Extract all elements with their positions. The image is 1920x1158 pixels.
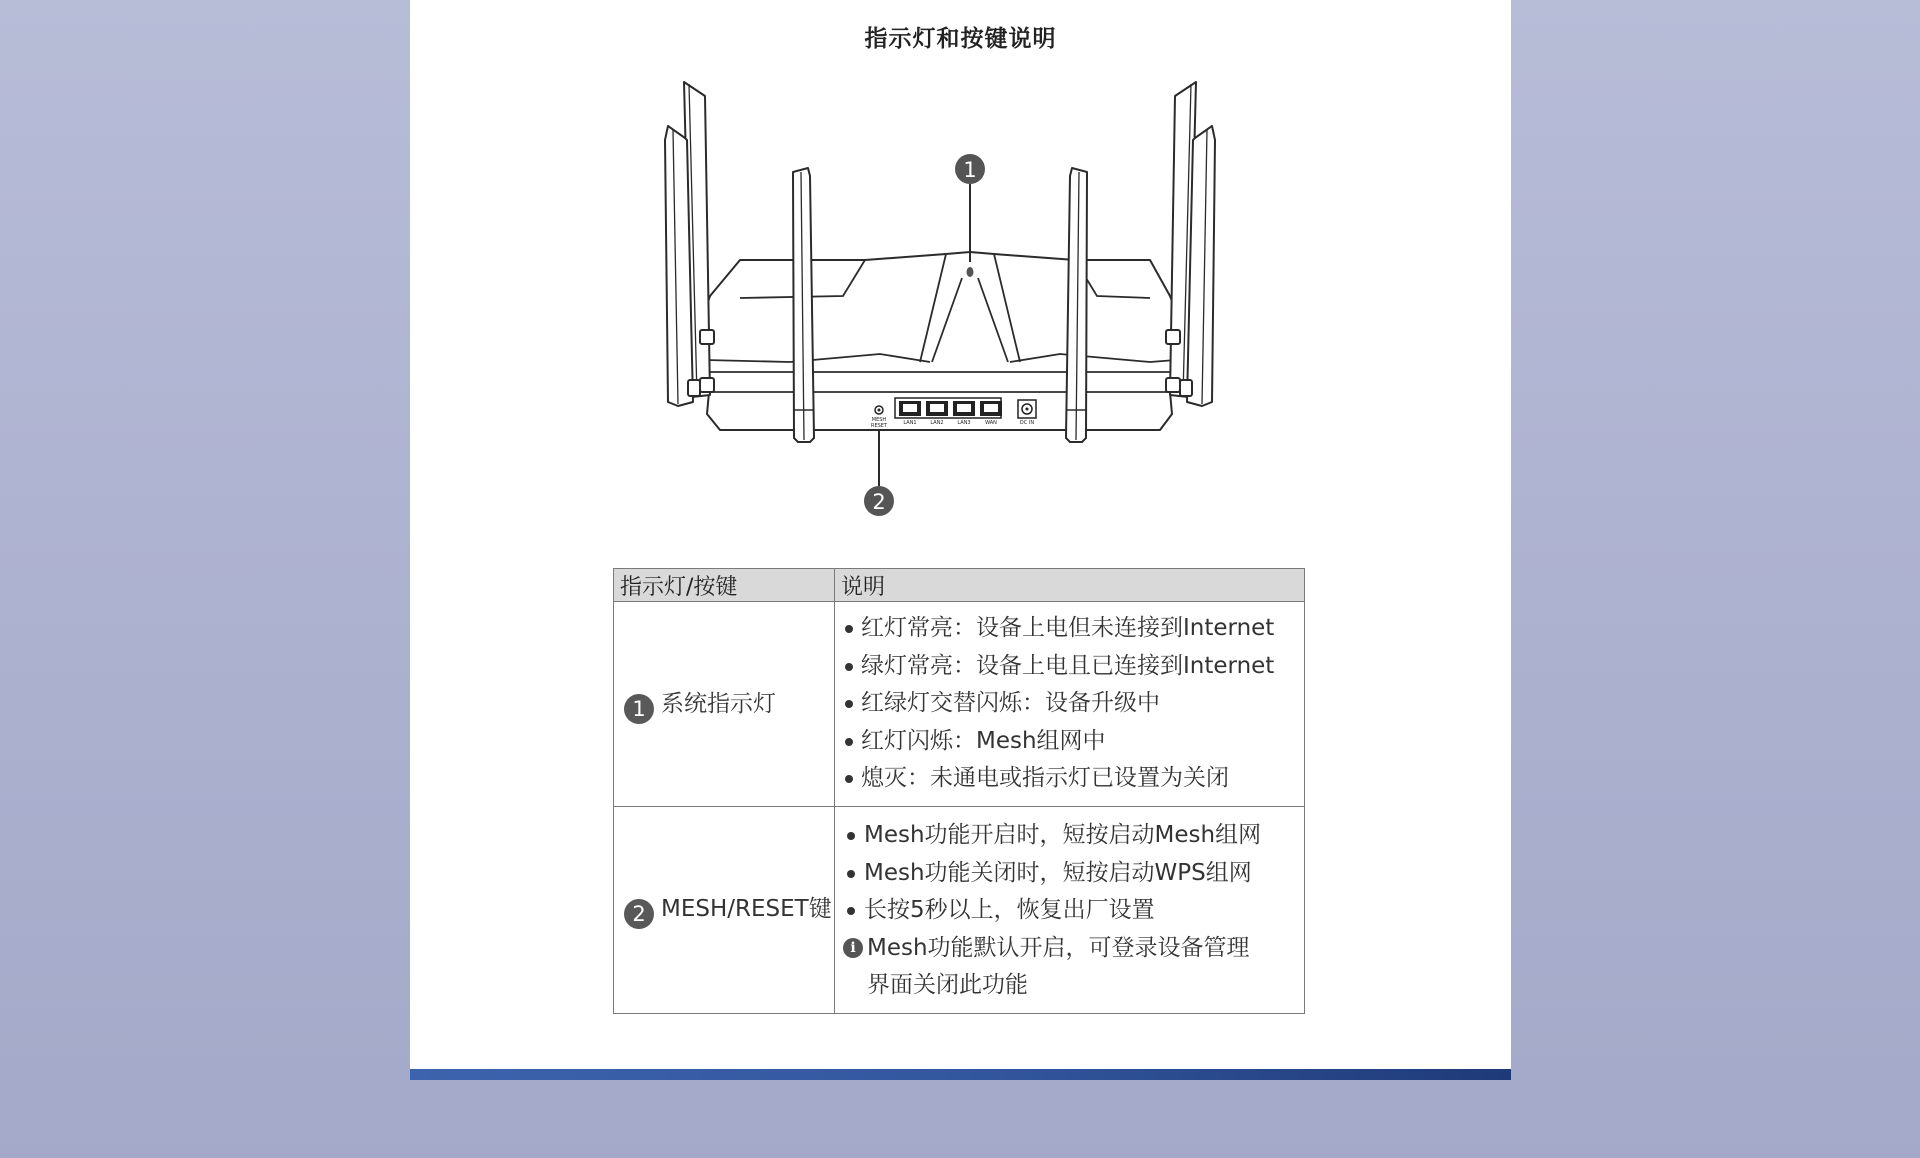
system-led	[967, 267, 974, 277]
header-description: 说明	[835, 569, 1305, 602]
list-item: Mesh功能关闭时，短按启动WPS组网	[843, 855, 1304, 893]
bullet-icon	[847, 832, 855, 840]
router-diagram	[410, 0, 1511, 530]
svg-text:DC IN: DC IN	[1019, 420, 1035, 426]
antenna-center-left	[793, 168, 814, 442]
row-name: MESH/RESET键	[661, 896, 832, 923]
antenna-center-right	[1066, 168, 1087, 442]
list-item: Mesh功能开启时，短按启动Mesh组网	[843, 817, 1304, 855]
bullet-icon	[845, 663, 853, 671]
table-header-row	[614, 569, 1305, 602]
bullet-icon	[847, 907, 855, 915]
svg-text:LAN1: LAN1	[903, 420, 917, 426]
list-item: 绿灯常亮：设备上电且已连接到Internet	[843, 648, 1304, 686]
bullet-icon	[847, 870, 855, 878]
bullet-icon	[845, 700, 853, 708]
svg-text:MESH: MESH	[871, 417, 887, 423]
row-name: 系统指示灯	[661, 690, 776, 717]
table-row	[614, 602, 1305, 807]
bullet-icon	[845, 625, 853, 633]
list-item: 红灯闪烁：Mesh组网中	[843, 723, 1304, 761]
ethernet-ports	[895, 398, 1002, 418]
bullet-icon	[845, 738, 853, 746]
list-item: 红绿灯交替闪烁：设备升级中	[843, 685, 1304, 723]
dc-power-port	[1018, 400, 1036, 418]
page-title: 指示灯和按键说明	[864, 26, 1057, 52]
number-badge: 2	[624, 899, 654, 929]
bullet-icon	[845, 775, 853, 783]
row-label-mesh-reset	[614, 807, 835, 1014]
table-row	[614, 807, 1305, 1014]
row-description	[835, 602, 1305, 807]
list-item: 熄灭：未通电或指示灯已设置为关闭	[843, 760, 1304, 798]
row-description	[835, 807, 1305, 1014]
manual-page	[410, 0, 1511, 1069]
svg-text:1: 1	[963, 158, 977, 182]
number-badge: 1	[624, 694, 654, 724]
svg-text:LAN3: LAN3	[957, 420, 971, 426]
list-item: 长按5秒以上，恢复出厂设置	[843, 892, 1304, 930]
svg-text:WAN: WAN	[985, 420, 997, 426]
footer-bar	[410, 1069, 1511, 1080]
list-item: 红灯常亮：设备上电但未连接到Internet	[843, 610, 1304, 648]
header-indicator: 指示灯/按键	[614, 569, 835, 602]
note: i Mesh功能默认开启，可登录设备管理 界面关闭此功能	[843, 930, 1304, 1005]
svg-text:LAN2: LAN2	[930, 420, 944, 426]
info-icon: i	[843, 938, 863, 958]
svg-text:2: 2	[872, 490, 886, 514]
svg-text:RESET: RESET	[870, 423, 888, 429]
row-label-system-led	[614, 602, 835, 807]
indicator-table	[613, 568, 1305, 1014]
